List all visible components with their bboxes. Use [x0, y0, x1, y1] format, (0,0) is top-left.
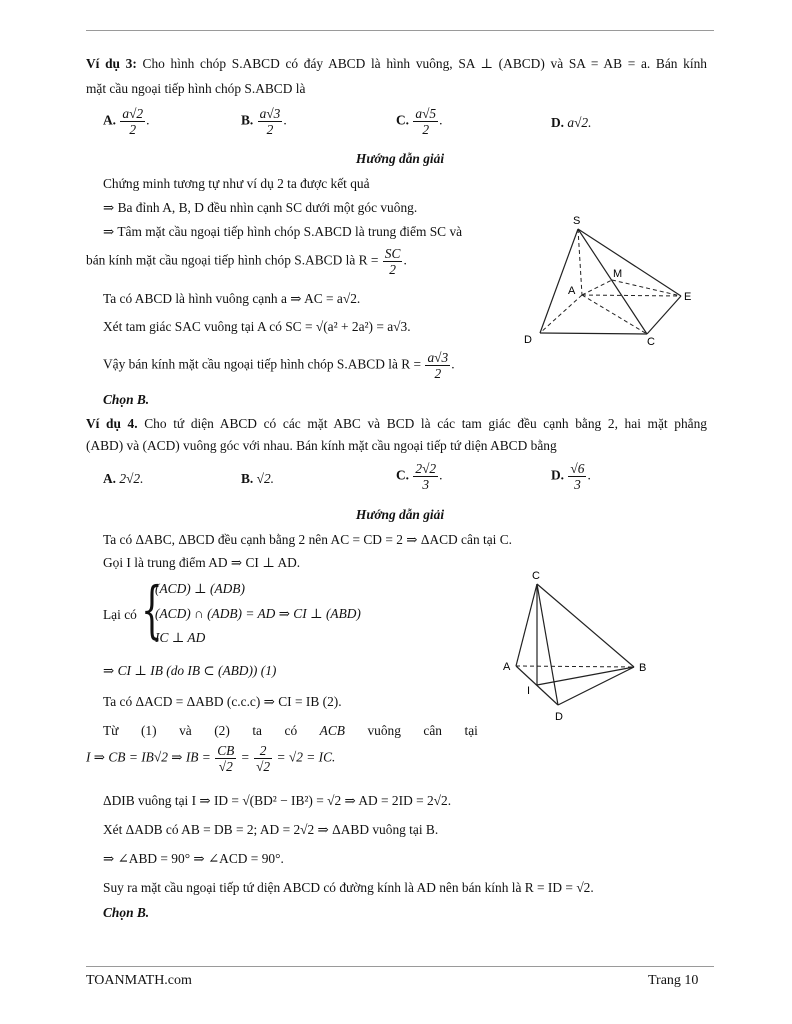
system-eq1: (ACD) ⊥ (ADB)	[155, 581, 245, 596]
label-E: E	[684, 291, 692, 303]
ex4-step11: Suy ra mặt cầu ngoại tiếp tứ diện ABCD có đường kính là AD nên bán kính là R = ID = √2.	[103, 880, 594, 895]
ex3-option-d[interactable]: D. a√2.	[551, 115, 592, 130]
ex4-option-a[interactable]: A. 2√2.	[103, 471, 144, 486]
header-rule	[86, 30, 714, 31]
footer-site: TOANMATH.com	[86, 973, 192, 988]
ex3-step1: Chứng minh tương tự như ví dụ 2 ta được kết quả	[103, 176, 370, 191]
ex4-step7: I ⇒ CB = IB√2 ⇒ IB = $\frac{CB}{√2}$ = $\frac{2}{√2}$ = √2 = IC.	[86, 743, 336, 774]
edge-AE	[582, 295, 681, 296]
ex4-step9: Xét ΔADB có AB = DB = 2; AD = 2√2 ⇒ ΔABD vuông tại B.	[103, 822, 439, 837]
ex4-label: Ví dụ 4.	[86, 416, 138, 431]
ex3-label: Ví dụ 3:	[86, 56, 137, 71]
tetrahedron-figure	[497, 568, 667, 728]
edge-AB	[516, 666, 634, 667]
ex3-step7: Vậy bán kính mặt cầu ngoại tiếp hình chóp S.ABCD là R = $\frac{a√3}{2}$ .	[103, 350, 455, 381]
edge-AM	[582, 280, 612, 295]
ex4-step10: ⇒ ∠ABD = 90° ⇒ ∠ACD = 90°.	[103, 851, 284, 866]
ex3-answer: Chọn B.	[103, 392, 150, 407]
ex4-option-d[interactable]: D. $\frac{√6}{3}$ .	[551, 461, 591, 492]
label-M: M	[613, 268, 623, 280]
ex4-option-b[interactable]: B. √2.	[241, 471, 275, 486]
ex3-option-c[interactable]: C. $\frac{a√5}{2}$ .	[396, 106, 443, 137]
ex3-guide-title: Hướng dẫn giải	[355, 151, 445, 166]
system-eq3: IC ⊥ AD	[155, 630, 206, 645]
ex4-guide-title: Hướng dẫn giải	[355, 507, 445, 522]
edge-DC	[540, 333, 647, 334]
ex4-step3-label: Lại có	[103, 607, 137, 622]
ex3-question-line2: mặt cầu ngoại tiếp hình chóp S.ABCD là	[86, 81, 306, 96]
label-I: I	[527, 685, 531, 697]
edge-AD	[540, 295, 582, 333]
ex4-step6: Từ (1) và (2) ta có ACB vuông cân tại	[103, 723, 478, 738]
edge-CD	[537, 584, 558, 705]
edge-CA	[516, 584, 537, 666]
label-A: A	[568, 285, 576, 297]
edge-CB	[537, 584, 634, 667]
ex4-option-c[interactable]: C. $\frac{2√2}{3}$ .	[396, 461, 443, 492]
ex3-question-line1	[86, 55, 707, 73]
ex4-question-line1	[86, 415, 707, 433]
edge-SA	[578, 229, 582, 295]
ex3-step4: bán kính mặt cầu ngoại tiếp hình chóp S.ABCD là R = $\frac{SC}{2}$ .	[86, 246, 407, 277]
ex3-question-text: Cho hình chóp S.ABCD có đáy ABCD là hình vuông, SA ⊥ (ABCD) và SA = AB = a. Bán kính	[142, 56, 707, 71]
footer-page-number: Trang 10	[648, 973, 699, 988]
edge-SE	[578, 229, 681, 296]
ex3-step2: ⇒ Ba đỉnh A, B, D đều nhìn cạnh SC dưới một góc vuông.	[103, 200, 418, 215]
ex4-step1: Ta có ΔABC, ΔBCD đều cạnh bằng 2 nên AC = CD = 2 ⇒ ΔACD cân tại C.	[103, 532, 513, 547]
ex3-option-b[interactable]: B. $\frac{a√3}{2}$ .	[241, 106, 287, 137]
system-eq2: (ACD) ∩ (ADB) = AD ⇒ CI ⊥ (ABD)	[155, 606, 361, 621]
ex4-step8: ΔDIB vuông tại I ⇒ ID = √(BD² − IB²) = √2 ⇒ AD = 2ID = 2√2.	[103, 793, 452, 808]
label-A: A	[503, 661, 511, 673]
ex4-question-line2: (ABD) và (ACD) vuông góc với nhau. Bán kính mặt cầu ngoại tiếp tứ diện ABCD bằng	[86, 438, 557, 453]
edge-CE	[647, 296, 681, 334]
ex3-option-a[interactable]: A. $\frac{a√2}{2}$ .	[103, 106, 150, 137]
ex4-step2: Gọi I là trung điểm AD ⇒ CI ⊥ AD.	[103, 555, 301, 570]
ex4-question-text: Cho tứ diện ABCD có các mặt ABC và BCD là các tam giác đều cạnh bằng 2, hai mặt phẳng	[144, 416, 707, 431]
edge-DB	[558, 667, 634, 705]
ex4-step4: ⇒ CI ⊥ IB (do IB ⊂ (ABD)) (1)	[103, 663, 277, 678]
label-D: D	[555, 711, 563, 723]
edge-AC	[582, 295, 647, 334]
ex3-step3: ⇒ Tâm mặt cầu ngoại tiếp hình chóp S.ABCD là trung điểm SC và	[103, 224, 463, 239]
label-S: S	[573, 215, 581, 227]
label-D: D	[524, 334, 532, 346]
system-brace: {	[141, 573, 163, 646]
label-C: C	[647, 336, 655, 348]
ex4-answer: Chọn B.	[103, 905, 150, 920]
footer-rule	[86, 966, 714, 967]
edge-SD	[540, 229, 578, 333]
ex3-step6: Xét tam giác SAC vuông tại A có SC = √(a² + 2a²) = a√3.	[103, 319, 411, 334]
pyramid-figure	[520, 212, 700, 348]
label-B: B	[639, 662, 647, 674]
ex3-step5: Ta có ABCD là hình vuông cạnh a ⇒ AC = a√2.	[103, 291, 361, 306]
edge-ME	[612, 280, 681, 296]
edge-SC	[578, 229, 647, 334]
label-C: C	[532, 570, 540, 582]
ex4-step5: Ta có ΔACD = ΔABD (c.c.c) ⇒ CI = IB (2).	[103, 694, 342, 709]
